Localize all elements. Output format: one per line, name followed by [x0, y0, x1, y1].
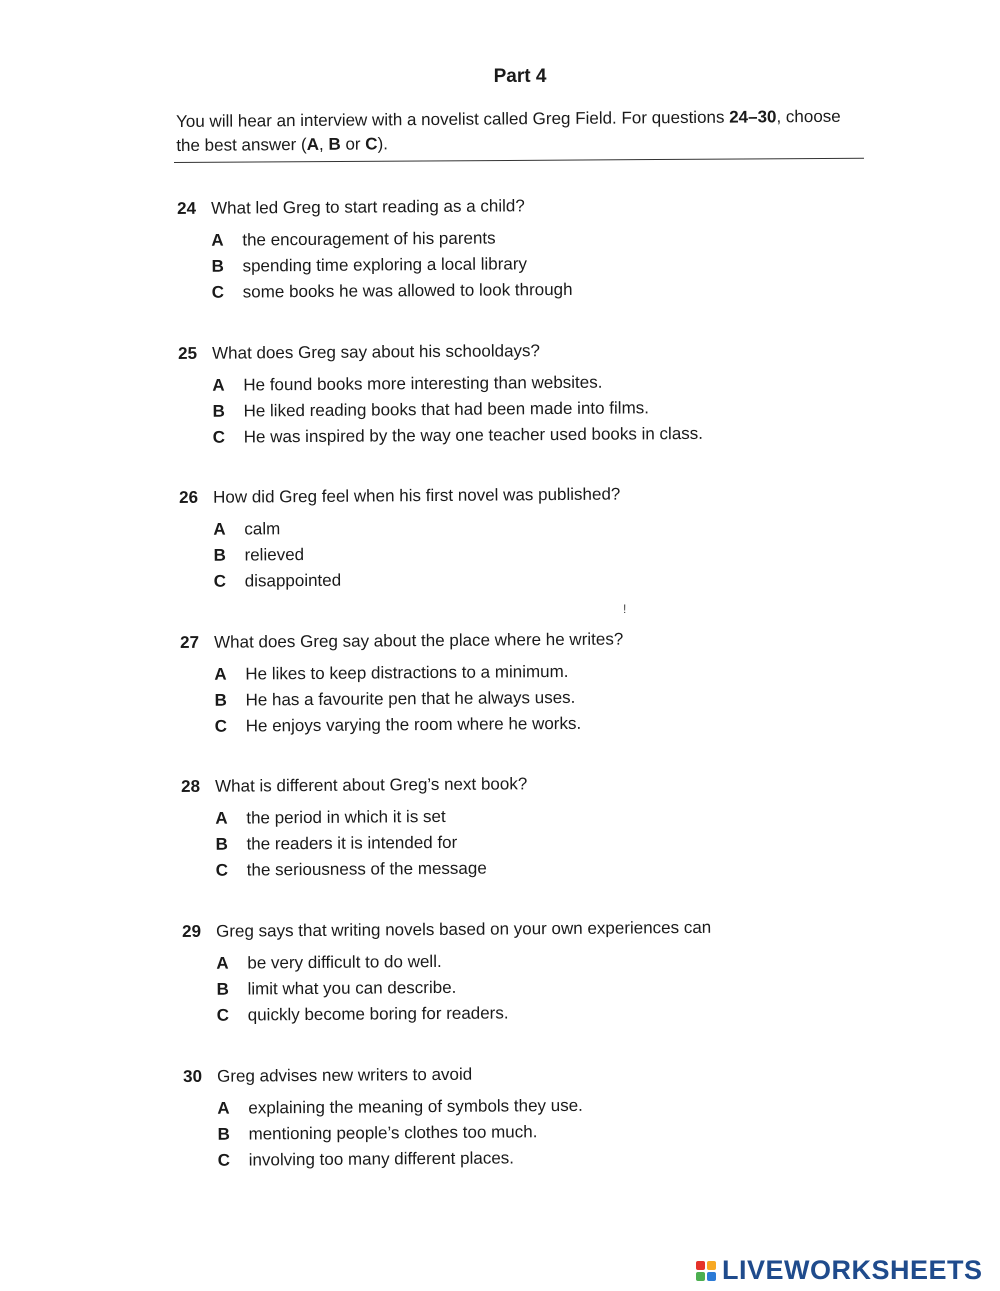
option-text: spending time exploring a local library [242, 254, 528, 276]
question-number: 27 [180, 632, 200, 652]
question-27 [180, 628, 821, 740]
option-letter: A [215, 808, 228, 828]
question-30 [183, 1062, 824, 1174]
option-letter: B [214, 690, 227, 710]
option-text: He enjoys varying the room where he works. [245, 713, 582, 736]
question-stem [181, 772, 821, 797]
question-26 [179, 483, 820, 595]
answer-letter-b: B [328, 134, 341, 154]
logo-square-orange [707, 1261, 716, 1270]
option-letter: B [212, 401, 225, 421]
stray-mark: ! [623, 602, 627, 616]
answer-letter-c: C [365, 134, 378, 154]
option-text: He was inspired by the way one teacher used books in class. [243, 423, 704, 447]
question-stem [183, 1062, 823, 1087]
option-letter: A [212, 375, 225, 395]
question-stem [182, 917, 822, 942]
question-number: 29 [182, 921, 202, 941]
question-text: What led Greg to start reading as a child? [210, 196, 525, 218]
option-text: explaining the meaning of symbols they use. [248, 1095, 583, 1118]
option-letter: C [211, 282, 225, 302]
question-24 [177, 194, 818, 306]
question-range: 24–30 [729, 107, 777, 127]
option-c[interactable] [213, 420, 819, 451]
question-stem [177, 194, 817, 219]
question-stem [179, 483, 819, 508]
option-letter: B [213, 545, 226, 565]
question-text: How did Greg feel when his first novel was published? [212, 484, 621, 507]
question-number: 30 [183, 1066, 203, 1086]
question-28 [181, 772, 822, 884]
logo-square-green [696, 1272, 705, 1281]
liveworksheets-logo[interactable] [696, 1255, 983, 1286]
question-text: Greg advises new writers to avoid [216, 1064, 473, 1086]
part-title: Part 4 [493, 66, 547, 87]
option-letter: A [213, 519, 226, 539]
option-letter: C [215, 860, 229, 880]
question-stem [180, 628, 820, 653]
logo-square-blue [707, 1272, 716, 1281]
divider-line [174, 158, 864, 163]
question-25 [178, 339, 819, 451]
question-stem [178, 339, 818, 364]
option-letter: C [214, 716, 228, 736]
option-text: limit what you can describe. [247, 977, 457, 999]
question-number: 28 [181, 776, 201, 796]
option-c[interactable] [215, 709, 821, 740]
answer-letter-a: A [306, 134, 320, 154]
question-text: What does Greg say about the place where he writes? [213, 629, 624, 652]
question-29 [182, 917, 823, 1029]
option-text: quickly become boring for readers. [247, 1003, 509, 1025]
option-letter: A [216, 953, 229, 973]
option-text: the readers it is intended for [246, 832, 458, 854]
option-letter: A [217, 1098, 230, 1118]
option-letter: C [212, 427, 226, 447]
option-text: He found books more interesting than websites. [243, 372, 603, 395]
option-text: the seriousness of the message [246, 858, 487, 880]
option-letter: C [216, 1005, 230, 1025]
option-letter: B [217, 1124, 230, 1144]
option-text: He likes to keep distractions to a minimum. [245, 661, 569, 684]
option-text: disappointed [244, 570, 342, 591]
instructions-text: , choose the best answer ( [176, 106, 841, 155]
option-text: He liked reading books that had been made into films. [243, 398, 650, 421]
question-number: 25 [178, 343, 198, 363]
question-number: 24 [177, 198, 197, 218]
instructions-text: You will hear an interview with a novelist called Greg Field. For questions [176, 107, 730, 131]
option-letter: A [211, 230, 224, 250]
question-text: Greg says that writing novels based on your own experiences can [215, 917, 712, 941]
option-text: involving too many different places. [248, 1148, 515, 1170]
question-number: 26 [179, 487, 199, 507]
liveworksheets-logo-icon [696, 1261, 716, 1281]
option-letter: B [211, 256, 224, 276]
question-text: What does Greg say about his schooldays? [211, 341, 541, 363]
option-c[interactable] [216, 853, 822, 884]
liveworksheets-logo-text: LIVEWORKSHEETS [722, 1255, 983, 1285]
logo-square-red [696, 1261, 705, 1270]
option-c[interactable] [214, 564, 820, 595]
option-text: the period in which it is set [246, 806, 446, 828]
instructions: You will hear an interview with a novelist called Greg Field. For questions 24–30, choose the best answer (A, B or C). [176, 106, 841, 155]
option-text: He has a favourite pen that he always uses. [245, 687, 576, 710]
option-c[interactable] [217, 998, 823, 1029]
option-text: the encouragement of his parents [242, 228, 496, 250]
option-letter: B [216, 979, 229, 999]
option-text: calm [244, 519, 281, 539]
question-text: What is different about Greg’s next book? [214, 774, 528, 796]
option-letter: B [215, 834, 228, 854]
option-text: relieved [244, 545, 305, 565]
option-c[interactable] [218, 1143, 824, 1174]
option-c[interactable] [212, 275, 818, 306]
option-text: be very difficult to do well. [247, 951, 442, 973]
option-letter: C [213, 571, 227, 591]
option-text: mentioning people’s clothes too much. [248, 1122, 538, 1144]
option-letter: C [217, 1150, 231, 1170]
option-letter: A [214, 664, 227, 684]
option-text: some books he was allowed to look through [242, 279, 573, 302]
